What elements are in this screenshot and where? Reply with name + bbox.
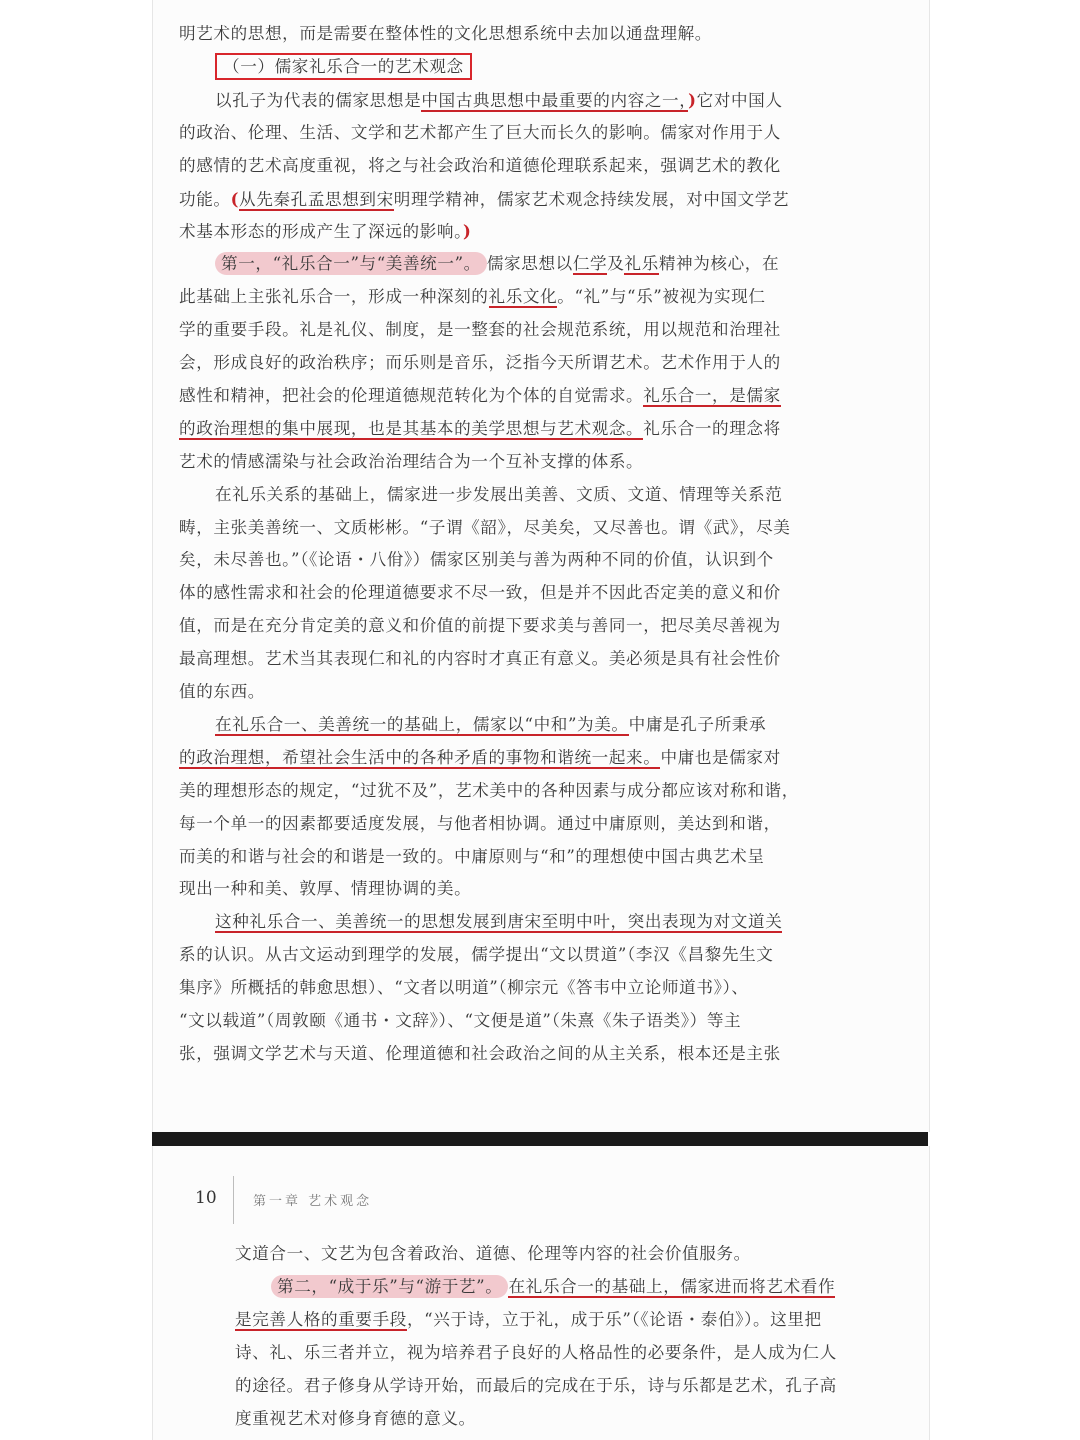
book-page-top: [152, 0, 930, 1132]
underlined-text: 中国古典思想中最重要的内容之一: [421, 90, 680, 110]
text-line: 的感情的艺术高度重视，将之与社会政治和道德伦理联系起来，强调艺术的教化: [179, 155, 781, 175]
text-line: 学的重要手段。礼是礼仪、制度，是一整套的社会规范系统，用以规范和治理社: [179, 320, 781, 340]
text-line: 现出一种和美、敦厚、情理协调的美。: [179, 879, 472, 899]
underlined-text: 在礼乐合一、美善统一的基础上，儒家以“中和”为美。: [215, 714, 629, 734]
text-line: 诗、礼、乐三者并立，视为培养君子良好的人格品性的必要条件，是人成为仁人: [235, 1343, 837, 1362]
text-line: 矣，未尽善也。”（《论语・八佾》）儒家区别美与善为两种不同的价值，认识到个: [179, 550, 774, 570]
underlined-text: 礼乐文化: [488, 287, 558, 307]
pen-mark: (: [230, 188, 240, 209]
text-line: 的途径。君子修身从学诗开始，而最后的完成在于乐，诗与乐都是艺术，孔子高: [235, 1376, 837, 1395]
text-line: [153, 1304, 1011, 1336]
highlighted-text: 第二，“成于乐”与“游于艺”。: [271, 1275, 508, 1298]
boxed-heading: （一）儒家礼乐合一的艺术观念: [215, 53, 472, 80]
text-line: 的政治、伦理、生活、文学和艺术都产生了巨大而长久的影响。儒家对作用于人: [179, 122, 781, 142]
text-line: [153, 215, 955, 247]
text-line: 而美的和谐与社会的和谐是一致的。中庸原则与“和”的理想使中国古典艺术呈: [179, 846, 765, 866]
text-segment: 礼乐合一的理念将: [643, 418, 781, 438]
text-line: [153, 84, 991, 116]
text-line: 艺术的情感濡染与社会政治治理结合为一个互补支撑的体系。: [179, 451, 644, 471]
page-header: [153, 1184, 929, 1220]
pen-mark: ): [688, 89, 697, 110]
text-line: 值，而是在充分肯定美的意义和价值的前提下要求美与善同一，把尽美尽善视为: [179, 616, 781, 636]
book-page-bottom: [152, 1146, 930, 1440]
text-segment: 中庸是孔子所秉承: [628, 714, 767, 734]
text-line: [153, 183, 955, 215]
underlined-text: 礼乐: [624, 254, 659, 274]
underlined-text: ，: [679, 90, 689, 110]
text-line: [153, 248, 991, 280]
text-segment: 中庸也是儒家对: [660, 747, 781, 767]
text-line: [153, 413, 955, 445]
text-line: [153, 51, 991, 83]
text-line: “文以载道”（周敦颐《通书・文辞》）、“文便是道”（朱熹《朱子语类》）等主: [179, 1011, 742, 1030]
chapter-title: 第一章 艺术观念: [253, 1194, 373, 1209]
underlined-text: 是完善人格的重要手段: [235, 1310, 407, 1329]
text-line: 最高理想。艺术当其表现仁和礼的内容时才真正有意义。美必须是具有社会性价: [179, 649, 781, 669]
text-segment: ，“兴于诗，立于礼，成于乐”（《论语・泰伯》）。这里把: [406, 1310, 822, 1329]
text-segment: 明理学精神，儒家艺术观念持续发展，对中国文学艺: [393, 189, 790, 209]
text-line: [153, 380, 955, 412]
underlined-text: 礼乐合一，是儒家: [643, 385, 781, 405]
text-line: [153, 281, 955, 313]
text-line: 系的认识。从古文运动到理学的发展，儒学提出“文以贯道”（李汉《昌黎先生文: [179, 945, 774, 965]
underlined-text: 仁学: [572, 254, 608, 274]
text-segment: 功能。: [179, 189, 231, 209]
text-line: 文道合一、文艺为包含着政治、道德、伦理等内容的社会价值服务。: [235, 1244, 751, 1263]
text-line: 在礼乐关系的基础上，儒家进一步发展出美善、文质、文道、情理等关系范: [215, 484, 783, 504]
page-number: 10: [195, 1188, 217, 1208]
text-line: 张，强调文学艺术与天道、伦理道德和社会政治之间的从主关系，根本还是主张: [179, 1043, 781, 1063]
underlined-text: 的政治理想，希望社会生活中的各种矛盾的事物和谐统一起来。: [179, 747, 661, 767]
text-line: 度重视艺术对修身育德的意义。: [235, 1409, 476, 1428]
text-segment: 以孔子为代表的儒家思想是: [215, 90, 422, 110]
text-line: 体的感性需求和社会的伦理道德要求不尽一致，但是并不因此否定美的意义和价: [179, 583, 781, 603]
underlined-text: 这种礼乐合一、美善统一的思想发展到唐宋至明中叶，突出表现为对文道关: [215, 912, 783, 932]
text-segment: 感性和精神，把社会的伦理道德规范转化为个体的自觉需求。: [179, 385, 644, 405]
text-segment: 儒家思想以: [486, 254, 573, 274]
text-line: 畴，主张美善统一、文质彬彬。“子谓《韶》，尽美矣，又尽善也。谓《武》，尽美: [179, 517, 791, 537]
pen-mark: ): [463, 221, 472, 242]
text-line: [153, 906, 991, 938]
text-line: 每一个单一的因素都要适度发展，与他者相协调。通过中庸原则，美达到和谐，: [179, 813, 781, 833]
highlighted-text: 第一，“礼乐合一”与“美善统一”。: [215, 252, 487, 275]
text-segment: 及: [607, 254, 625, 274]
text-line: 明艺术的思想，而是需要在整体性的文化思想系统中去加以通盘理解。: [179, 24, 713, 43]
text-segment: 术基本形态的形成产生了深远的影响。: [179, 222, 463, 242]
text-line: 美的理想形态的规定，“过犹不及”，艺术美中的各种因素与成分都应该对称和谐，: [179, 780, 799, 800]
text-line: 集序》所概括的韩愈思想）、“文者以明道”（柳宗元《答韦中立论师道书》）、: [179, 978, 749, 998]
underlined-text: 从先秦孔孟思想到宋: [239, 189, 394, 209]
text-segment: 精神为核心，在: [658, 254, 780, 274]
underlined-text: 在礼乐合一的基础上，儒家进而将艺术看作: [508, 1277, 836, 1296]
text-segment: 它对中国人: [696, 90, 783, 110]
underlined-text: 的政治理想的集中展现，也是其基本的美学思想与艺术观念。: [179, 418, 644, 438]
page-gap: [152, 1132, 928, 1146]
text-line: [153, 709, 991, 741]
text-segment: 。“礼”与“乐”被视为实现仁: [557, 287, 766, 307]
text-line: 会，形成良好的政治秩序；而乐则是音乐，泛指今天所谓艺术。艺术作用于人的: [179, 353, 781, 372]
text-segment: 此基础上主张礼乐合一，形成一种深刻的: [179, 287, 489, 307]
text-line: [153, 742, 955, 774]
text-line: [153, 1271, 1047, 1303]
header-divider: [233, 1176, 234, 1224]
text-line: 值的东西。: [179, 682, 265, 701]
